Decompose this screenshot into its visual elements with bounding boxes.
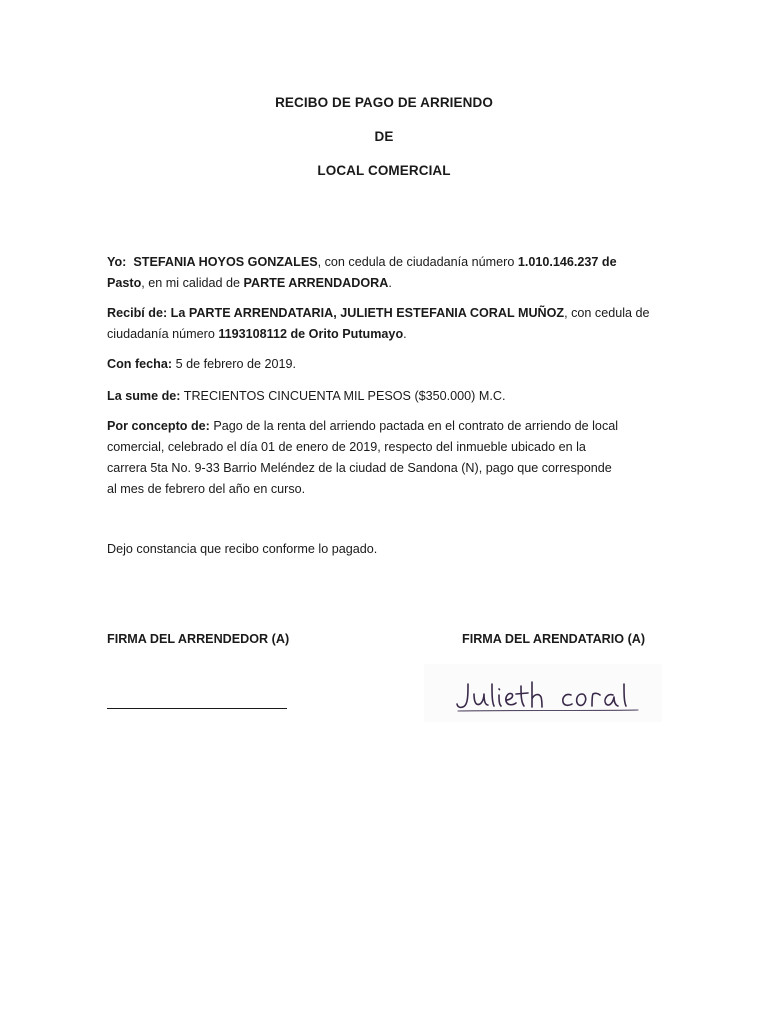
document-title-line3: LOCAL COMERCIAL (317, 163, 451, 178)
recibi-text2: ciudadanía número (107, 327, 219, 341)
document-title-line2: DE (374, 129, 394, 144)
handwritten-signature (424, 664, 662, 722)
recibi-end: . (403, 327, 407, 341)
arrendador-role: PARTE ARRENDADORA (243, 276, 389, 290)
arrendador-name: STEFANIA HOYOS GONZALES (133, 255, 318, 269)
recibi-label: Recibí de: La PARTE ARRENDATARIA, JULIETH ESTEFANIA CORAL MUÑOZ (107, 306, 565, 320)
concepto-line3: carrera 5ta No. 9-33 Barrio Meléndez de la ciudad de Sandona (N), pago que corresponde (107, 461, 612, 475)
constancia-paragraph: Dejo constancia que recibo conforme lo pagado. (107, 542, 378, 556)
yo-end: . (388, 276, 392, 290)
arrendador-id: 1.010.146.237 de (517, 255, 617, 269)
suma-value: TRECIENTOS CINCUENTA MIL PESOS ($350.000) M.C. (180, 389, 506, 403)
document-title-line1: RECIBO DE PAGO DE ARRIENDO (275, 95, 493, 110)
arrendedor-signature-line (107, 708, 287, 709)
yo-text2: , en mi calidad de (141, 276, 244, 290)
arrendador-id-city: Pasto (107, 276, 142, 290)
fecha-paragraph (107, 354, 667, 375)
yo-label: Yo: (107, 255, 127, 269)
fecha-label: Con fecha: (107, 357, 173, 371)
suma-paragraph (107, 386, 667, 407)
concepto-line1: Pago de la renta del arriendo pactada en el contrato de arriendo de local (209, 419, 619, 433)
recibi-text1: , con cedula de (564, 306, 650, 320)
concepto-line2: comercial, celebrado el día 01 de enero de 2019, respecto del inmueble ubicado en la (107, 440, 586, 454)
concepto-line4: al mes de febrero del año en curso. (107, 482, 306, 496)
arrendatario-signature-label: FIRMA DEL ARENDATARIO (A) (462, 632, 646, 646)
recibi-paragraph (107, 303, 667, 345)
concepto-paragraph (107, 416, 667, 500)
suma-label: La sume de: (107, 389, 181, 403)
yo-paragraph (107, 252, 667, 294)
yo-text1: , con cedula de ciudadanía número (317, 255, 518, 269)
concepto-label: Por concepto de: (107, 419, 210, 433)
fecha-value: 5 de febrero de 2019. (172, 357, 297, 371)
arrendedor-signature-label: FIRMA DEL ARRENDEDOR (A) (107, 632, 290, 646)
arrendatario-id: 1193108112 de Orito Putumayo (218, 327, 404, 341)
